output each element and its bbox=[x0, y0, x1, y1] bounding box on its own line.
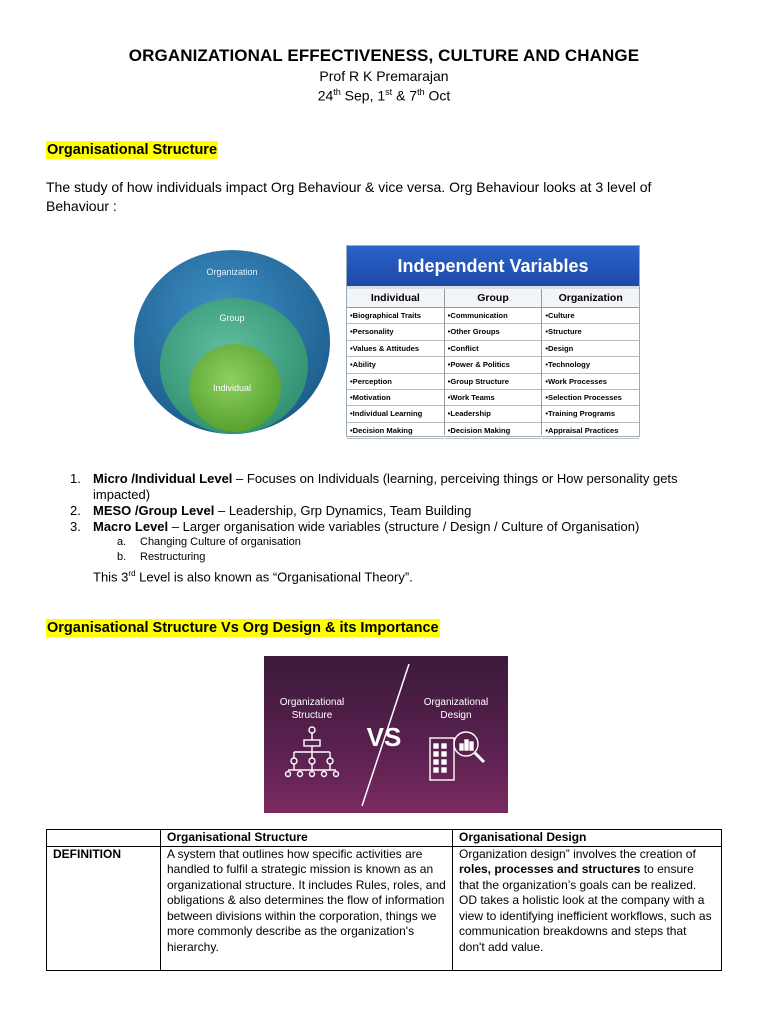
iv-item: •Decision Making bbox=[445, 423, 542, 439]
table-header-row bbox=[47, 830, 722, 847]
group-label: Group bbox=[219, 313, 245, 323]
iv-item: •Ability bbox=[347, 357, 444, 373]
iv-item: •Values & Attitudes bbox=[347, 341, 444, 357]
structure-vs-design-image bbox=[264, 656, 508, 813]
organization-label: Organization bbox=[206, 267, 258, 277]
intro-paragraph: The study of how individuals impact Org Behaviour & vice versa. Org Behaviour looks at 3 level of Behaviour : bbox=[46, 179, 652, 214]
level-description: – Leadership, Grp Dynamics, Team Building bbox=[214, 503, 472, 518]
iv-item: •Appraisal Practices bbox=[542, 423, 639, 439]
table-corner-cell bbox=[47, 830, 161, 847]
iv-item: •Work Processes bbox=[542, 374, 639, 390]
iv-item: •Culture bbox=[542, 308, 639, 324]
levels-list bbox=[70, 471, 710, 585]
vs-right-label-1: Organizational bbox=[423, 697, 489, 708]
iv-item: •Individual Learning bbox=[347, 406, 444, 422]
document-title: ORGANIZATIONAL EFFECTIVENESS, CULTURE AND CHANGE bbox=[128, 46, 640, 65]
level-description: – Focuses on Individuals (learning, perceiving things or How personality gets impacted) bbox=[93, 471, 678, 502]
row-label-definition: DEFINITION bbox=[47, 846, 161, 970]
list-item bbox=[70, 503, 710, 519]
iv-item: •Structure bbox=[542, 324, 639, 340]
list-number: 1. bbox=[70, 471, 81, 486]
iv-column-organization bbox=[542, 289, 639, 435]
iv-item: •Work Teams bbox=[445, 390, 542, 406]
iv-col-header: Organization bbox=[542, 289, 639, 308]
vs-right-label-2: Design bbox=[440, 710, 472, 721]
sub-list-letter: b. bbox=[117, 551, 127, 563]
date-line: 24th Sep, 1st & 7th Oct bbox=[317, 87, 451, 104]
iv-column-group bbox=[445, 289, 543, 435]
level-name: Macro Level bbox=[93, 519, 169, 534]
vs-left-label-2: Structure bbox=[291, 710, 333, 721]
iv-item: •Leadership bbox=[445, 406, 542, 422]
comparison-table bbox=[46, 829, 722, 971]
sub-list-item bbox=[70, 535, 710, 550]
iv-col-header: Group bbox=[445, 289, 542, 308]
sub-list-letter: a. bbox=[117, 536, 127, 548]
level-name: Micro /Individual Level bbox=[93, 471, 233, 486]
list-item bbox=[70, 471, 710, 503]
iv-item: •Perception bbox=[347, 374, 444, 390]
iv-item: •Conflict bbox=[445, 341, 542, 357]
level-name: MESO /Group Level bbox=[93, 503, 215, 518]
level-description: – Larger organisation wide variables (structure / Design / Culture of Organisation) bbox=[168, 519, 640, 534]
col-header-design: Organisational Design bbox=[453, 830, 722, 847]
list-number: 3. bbox=[70, 519, 81, 534]
iv-item: •Group Structure bbox=[445, 374, 542, 390]
iv-title: Independent Variables bbox=[347, 246, 639, 289]
iv-item: •Decision Making bbox=[347, 423, 444, 439]
individual-label: Individual bbox=[212, 383, 252, 393]
iv-item: •Design bbox=[542, 341, 639, 357]
iv-item: •Motivation bbox=[347, 390, 444, 406]
building-magnifier-icon bbox=[430, 732, 484, 780]
vs-text: VS bbox=[366, 722, 402, 752]
sub-list-item bbox=[70, 550, 710, 565]
iv-item: •Training Programs bbox=[542, 406, 639, 422]
iv-item: •Technology bbox=[542, 357, 639, 373]
iv-item: •Personality bbox=[347, 324, 444, 340]
list-number: 2. bbox=[70, 503, 81, 518]
iv-column-individual bbox=[347, 289, 445, 435]
independent-variables-table bbox=[346, 245, 640, 437]
iv-col-header: Individual bbox=[347, 289, 444, 308]
col-header-structure: Organisational Structure bbox=[161, 830, 453, 847]
iv-item: •Biographical Traits bbox=[347, 308, 444, 324]
sub-list-text: Changing Culture of organisation bbox=[140, 536, 301, 548]
section-heading-structure: Organisational Structure bbox=[47, 142, 218, 158]
iv-item: •Communication bbox=[445, 308, 542, 324]
section-heading-structure-vs-design: Organisational Structure Vs Org Design & its Importance bbox=[47, 620, 439, 636]
hierarchy-icon bbox=[286, 727, 339, 777]
sub-list-text: Restructuring bbox=[140, 551, 206, 563]
iv-item: •Selection Processes bbox=[542, 390, 639, 406]
vs-left-label-1: Organizational bbox=[279, 697, 345, 708]
author-line: Prof R K Premarajan bbox=[319, 68, 449, 84]
structure-definition: A system that outlines how specific activities are handled to fulfil a strategic mission is known as an organizational structure. It includes Rules, roles, and obligations & also determines the flow of information between divisions within the corporation, things we more commonly describe as the organization's hierarchy. bbox=[161, 846, 453, 970]
org-levels-diagram bbox=[132, 248, 336, 438]
table-row bbox=[47, 846, 722, 970]
iv-item: •Other Groups bbox=[445, 324, 542, 340]
iv-item: •Power & Politics bbox=[445, 357, 542, 373]
design-definition: Organization design” involves the creation of roles, processes and structures to ensure that the organization’s goals can be realized. OD takes a holistic look at the company with a view to identifying inefficient workflows, such as communication breakdowns and steps that don't add value. bbox=[453, 846, 722, 970]
level-note: This 3rd Level is also known as “Organisational Theory”. bbox=[93, 569, 413, 585]
list-item bbox=[70, 519, 710, 535]
